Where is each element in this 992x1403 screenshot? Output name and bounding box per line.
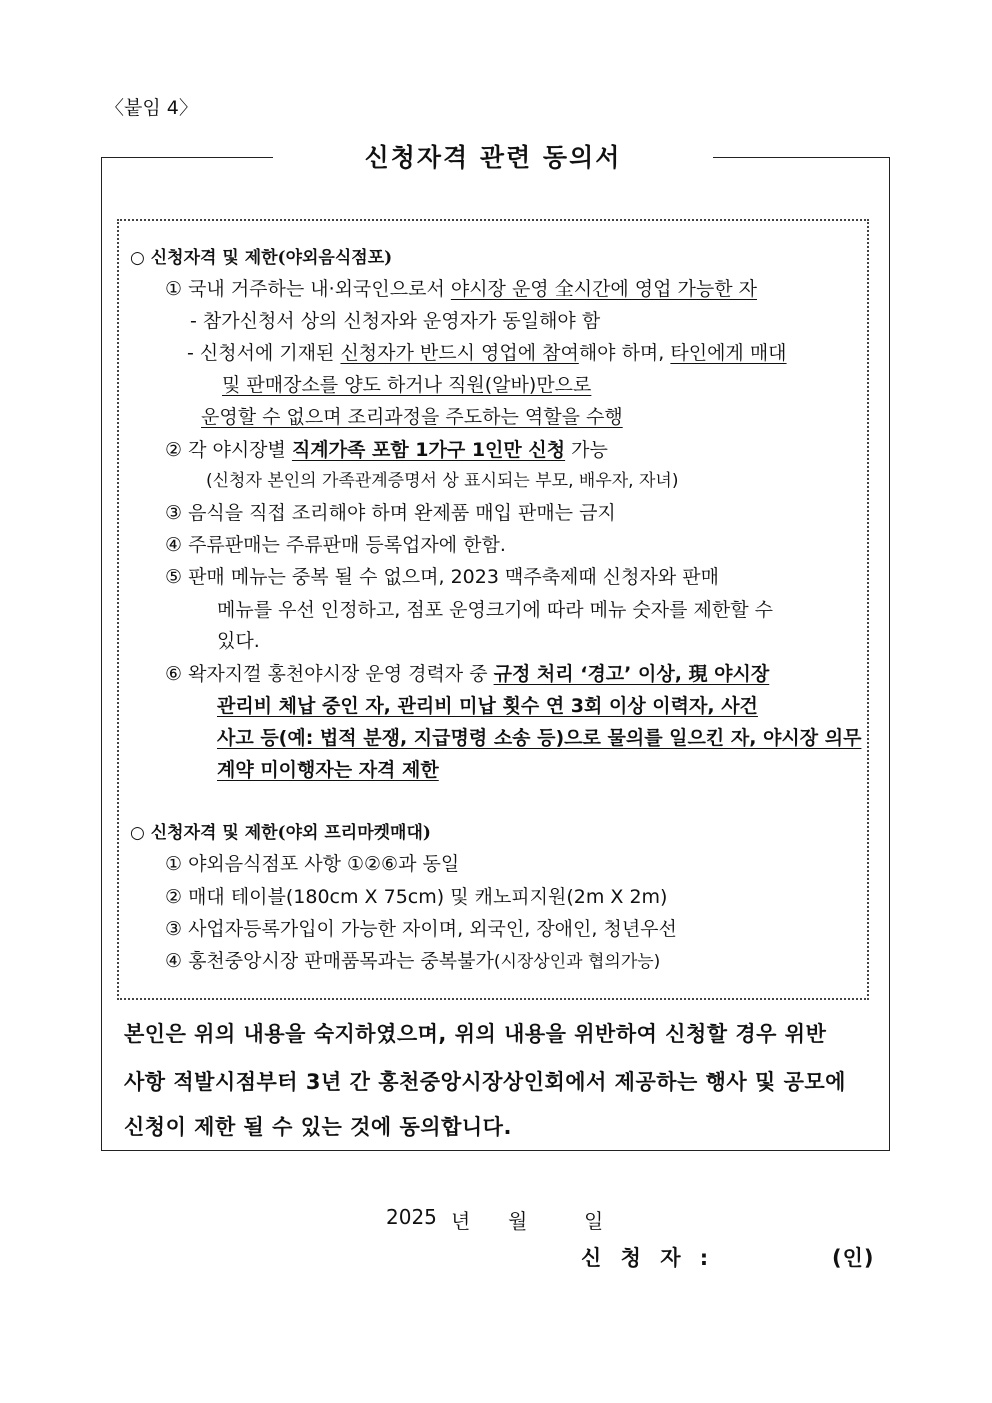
section1-item1: [165, 276, 757, 302]
section1-item6-a: ⑥ 왁자지껄 홍천야시장 운영 경력자 중: [165, 663, 494, 685]
section1-item5-line2: 메뉴를 우선 인정하고, 점포 운영크기에 따라 메뉴 숫자를 제한할 수: [217, 599, 773, 621]
section2-item4-b: (시장상인과 협의가능): [493, 952, 661, 972]
section2-heading: ○ 신청자격 및 제한(야외 프리마켓매대): [130, 823, 431, 843]
section2-item2: ② 매대 테이블(180cm X 75cm) 및 캐노피지원(2m X 2m): [165, 886, 668, 908]
date-year-unit: 년: [451, 1209, 471, 1233]
agreement-line-2: 사항 적발시점부터 3년 간 홍천중앙시장상인회에서 제공하는 행사 및 공모에: [124, 1070, 846, 1094]
section1-sub1: - 참가신청서 상의 신청자와 운영자가 동일해야 함: [190, 310, 601, 332]
section1-item5-line1: ⑤ 판매 메뉴는 중복 될 수 없으며, 2023 맥주축제때 신청자와 판매: [165, 566, 719, 588]
agreement-line-1: 본인은 위의 내용을 숙지하였으며, 위의 내용을 위반하여 신청할 경우 위반: [124, 1022, 827, 1046]
attachment-label: 〈붙임 4〉: [105, 97, 198, 119]
section1-sub2: [187, 340, 787, 366]
section1-item2-c: 가능: [565, 439, 608, 461]
section1-item6-line1: [165, 661, 769, 687]
section1-item6-line4: 계약 미이행자는 자격 제한: [217, 759, 439, 781]
section1-item1-underlined: 야시장 운영 全시간에 영업 가능한 자: [450, 278, 757, 300]
date-day-unit: 일: [584, 1209, 604, 1233]
section1-sub2-line3: 운영할 수 없으며 조리과정을 주도하는 역할을 수행: [201, 406, 623, 428]
page-title: 신청자격 관련 동의서: [364, 143, 622, 172]
section1-item2-a: ② 각 야시장별: [165, 439, 292, 461]
section1-item2-b: 직계가족 포함 1가구 1인만 신청: [291, 439, 566, 461]
section1-sub2-a: - 신청서에 기재된: [187, 342, 341, 364]
section1-item1-text: ① 국내 거주하는 내·외국인으로서: [165, 278, 451, 300]
date-month-unit: 월: [508, 1209, 528, 1233]
section1-item4: ④ 주류판매는 주류판매 등록업자에 한함.: [165, 534, 506, 556]
section1-item5-line3: 있다.: [217, 630, 260, 652]
date-year: 2025: [386, 1205, 437, 1229]
section1-item6-b: 규정 처리 ‘경고’ 이상, 現 야시장: [493, 663, 770, 685]
section1-sub2-d: 타인에게 매대: [670, 342, 787, 364]
section1-item3: ③ 음식을 직접 조리해야 하며 완제품 매입 판매는 금지: [165, 502, 616, 524]
section1-sub2-c: 해야 하며,: [578, 342, 671, 364]
section2-item4-a: ④ 홍천중앙시장 판매품목과는 중복불가: [165, 950, 494, 972]
section1-sub2-line2: 및 판매장소를 양도 하거나 직원(알바)만으로: [222, 374, 592, 396]
section1-item2: [165, 437, 608, 463]
section1-sub2-b: 신청자가 반드시 영업에 참여: [340, 342, 579, 364]
section1-item6-line2: 관리비 체납 중인 자, 관리비 미납 횟수 연 3회 이상 이력자, 사건: [217, 695, 758, 717]
section2-item3: ③ 사업자등록가입이 가능한 자이며, 외국인, 장애인, 청년우선: [165, 918, 677, 940]
agreement-line-3: 신청이 제한 될 수 있는 것에 동의합니다.: [124, 1115, 512, 1139]
section2-item1: ① 야외음식점포 사항 ①②⑥과 동일: [165, 853, 460, 875]
signature-seal: (인): [832, 1246, 875, 1270]
section1-heading: ○ 신청자격 및 제한(야외음식점포): [130, 248, 393, 268]
section2-item4: [165, 948, 660, 975]
title-container: [273, 136, 713, 180]
signature-label: 신 청 자 :: [581, 1246, 715, 1270]
section1-item6-line3: 사고 등(예: 법적 분쟁, 지급명령 소송 등)으로 물의를 일으킨 자, 야시장 의무: [217, 727, 862, 749]
section1-item2-note: (신청자 본인의 가족관계증명서 상 표시되는 부모, 배우자, 자녀): [206, 471, 679, 491]
